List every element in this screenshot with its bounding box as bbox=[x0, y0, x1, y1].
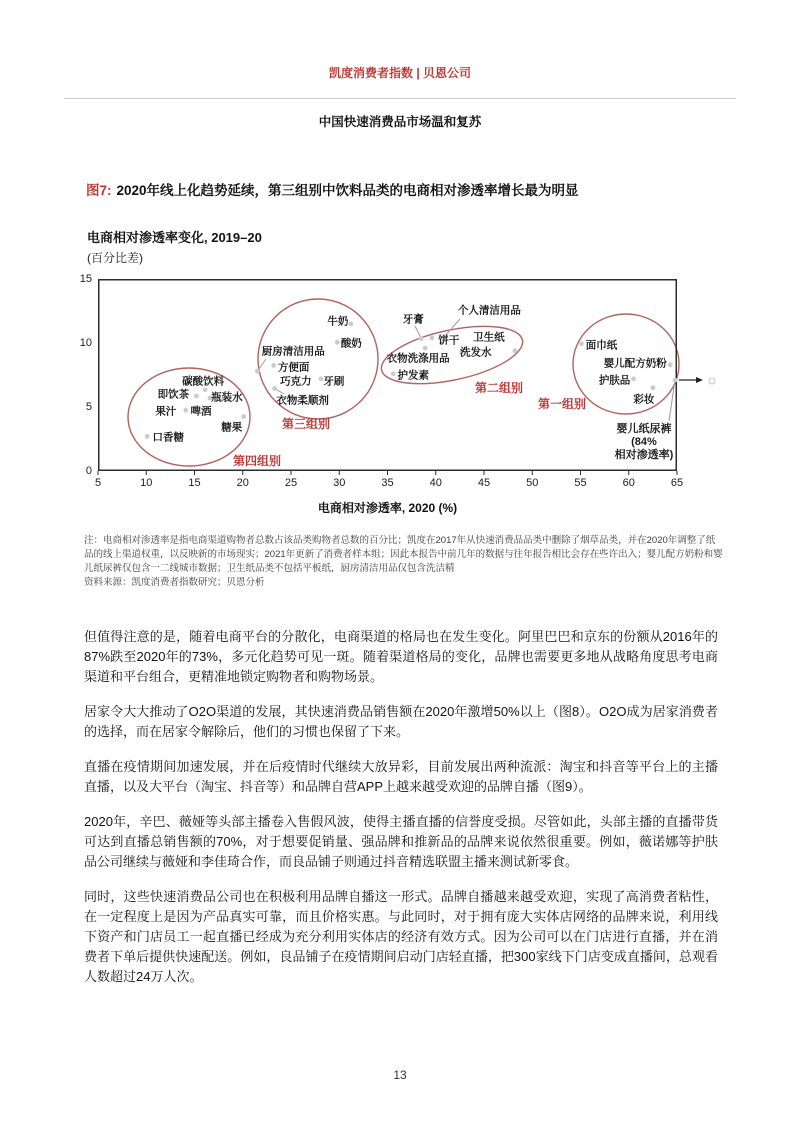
chart-heading bbox=[87, 227, 262, 266]
data-point-label: 饼干 bbox=[438, 334, 460, 347]
figure-title bbox=[86, 179, 726, 199]
data-point bbox=[194, 394, 199, 399]
group-label: 第四组别 bbox=[233, 454, 282, 468]
data-point-label: 糖果 bbox=[221, 421, 243, 434]
chart-notes bbox=[84, 534, 724, 590]
x-tick-label: 45 bbox=[477, 477, 491, 489]
scatter-plot-area bbox=[79, 273, 684, 489]
y-tick-label: 10 bbox=[79, 337, 92, 349]
data-point bbox=[335, 340, 340, 345]
data-point-label: 即饮茶 bbox=[157, 388, 190, 401]
data-point-label: 婴儿配方奶粉 bbox=[603, 357, 667, 370]
y-tick-label: 15 bbox=[79, 273, 92, 285]
chart-subtitle: (百分比差) bbox=[87, 251, 143, 265]
data-point bbox=[668, 362, 673, 367]
page-number: 13 bbox=[393, 1068, 407, 1082]
data-point-label: 瓶装水 bbox=[211, 391, 243, 404]
data-point bbox=[429, 335, 434, 340]
data-point bbox=[650, 385, 655, 390]
data-point bbox=[391, 371, 396, 376]
data-point-label: 衣物洗涤用品 bbox=[386, 352, 450, 365]
header-divider bbox=[64, 98, 736, 99]
body-text bbox=[84, 627, 718, 1002]
paragraph: 同时，这些快速消费品公司也在积极利用品牌自播这一形式。品牌自播越来越受欢迎，实现了高消费者粘性，在一定程度上是因为产品真实可靠，而且价格实惠。与此同时，对于拥有庞大实体店网络的品牌来说，利用线下资产和门店员工一起直播已经成为充分利用实体店的经济有效方式。因为公司可以在门店进行直播，并在消费者下单后提供快速配送。例如，良品铺子在疫情期间启动门店轻直播，把300家线下门店变成直播间，总观看人数超过24万人次。 bbox=[84, 889, 718, 984]
data-point-label: 彩妆 bbox=[633, 393, 655, 406]
report-section-title: 中国快速消费品市场温和复苏 bbox=[318, 115, 482, 129]
x-tick-label: 10 bbox=[140, 477, 153, 489]
x-tick-label: 5 bbox=[94, 477, 102, 489]
overflow-arrow-head bbox=[696, 377, 703, 383]
data-point-label: 个人清洁用品 bbox=[457, 304, 521, 317]
leader-line bbox=[669, 380, 675, 421]
paragraph: 但值得注意的是，随着电商平台的分散化，电商渠道的格局也在发生变化。阿里巴巴和京东的份额从2016年的87%跌至2020年的73%，多元化趋势可见一斑。随着渠道格局的变化，品牌也需要更多地从战略角度思考电商渠道和平台组合，更精准地锁定购物者和购物场景。 bbox=[84, 629, 718, 684]
paragraph: 2020年，辛巴、薇娅等头部主播卷入售假风波，使得主播直播的信誉度受损。尽管如此，头部主播的直播带货可达到直播总销售额的70%，对于想要促销量、强品牌和推新品的品牌来说依然很重要。例如，薇诺娜等护肤品公司继续与薇娅和李佳琦合作，而良品铺子则通过抖音精选联盟主播来测试新零食。 bbox=[84, 814, 718, 869]
chart-title: 电商相对渗透率变化, 2019–20 bbox=[87, 230, 262, 245]
annotation-line: 婴儿纸尿裤 bbox=[616, 423, 672, 435]
note-text: 注：电商相对渗透率是指电商渠道购物者总数占该品类购物者总数的百分比；凯度在2017年从快速消费品品类中删除了烟草品类，并在2020年调整了纸品的线上渠道权重，以反映新的市场现实；2021年更新了消费者样本组；因此本报告中前几年的数据与往年报告相比会存在些许出入；婴儿配方奶粉和婴儿纸尿裤仅包含一二线城市数据；卫生纸品类不包括平板纸，厨房清洁用品仅包含洗洁精 bbox=[84, 535, 723, 574]
group-label: 第一组别 bbox=[538, 397, 587, 411]
data-point-label: 护发素 bbox=[397, 369, 430, 382]
x-axis-title: 电商相对渗透率, 2020 (%) bbox=[317, 501, 458, 515]
data-point bbox=[272, 386, 277, 391]
data-point-label: 厨房清洁用品 bbox=[261, 345, 325, 358]
data-point bbox=[631, 376, 636, 381]
data-point-label: 方便面 bbox=[277, 361, 310, 374]
figure-number: 图7: bbox=[86, 183, 112, 198]
data-point bbox=[183, 408, 188, 413]
data-point-label: 牙刷 bbox=[323, 375, 345, 388]
x-tick-label: 15 bbox=[188, 477, 201, 489]
annotation-line: (84% bbox=[631, 436, 657, 448]
data-point-label: 面巾纸 bbox=[585, 339, 618, 352]
data-point-label: 洗发水 bbox=[460, 346, 492, 359]
data-point bbox=[419, 336, 424, 341]
data-point bbox=[145, 434, 150, 439]
paragraph: 居家令大大推动了O2O渠道的发展，其快速消费品销售额在2020年激增50%以上（图8）。O2O成为居家消费者的选择，而在居家令解除后，他们的习惯也保留了下来。 bbox=[84, 704, 718, 739]
x-tick-label: 35 bbox=[381, 477, 394, 489]
x-tick-label: 25 bbox=[284, 477, 298, 489]
figure-title-text: 2020年线上化趋势延续，第三组别中饮料品类的电商相对渗透率增长最为明显 bbox=[116, 183, 579, 198]
data-point bbox=[348, 321, 353, 326]
x-tick-label: 50 bbox=[526, 477, 539, 489]
data-point bbox=[579, 341, 584, 346]
annotation-label bbox=[615, 423, 674, 462]
data-point-label: 碳酸饮料 bbox=[182, 375, 225, 388]
data-point-label: 牙膏 bbox=[402, 313, 424, 326]
source-text: 资料来源：凯度消费者指数研究；贝恩分析 bbox=[84, 577, 265, 588]
x-tick-label: 65 bbox=[670, 477, 684, 489]
x-tick-label: 55 bbox=[574, 477, 587, 489]
outside-data-point bbox=[709, 378, 715, 384]
data-point-label: 果汁 bbox=[155, 405, 177, 418]
data-point-label: 酸奶 bbox=[340, 337, 362, 350]
data-point bbox=[512, 348, 517, 353]
y-tick-label: 0 bbox=[85, 465, 92, 477]
group-label: 第二组别 bbox=[475, 381, 524, 395]
header-brand: 凯度消费者指数 | 贝恩公司 bbox=[328, 66, 472, 80]
data-point-label: 护肤品 bbox=[598, 374, 631, 387]
data-point-label: 啤酒 bbox=[190, 405, 212, 418]
data-point bbox=[673, 378, 678, 383]
group-label: 第三组别 bbox=[282, 417, 331, 431]
data-point-label: 巧克力 bbox=[280, 375, 312, 387]
data-point bbox=[255, 369, 260, 374]
annotation-line: 相对渗透率) bbox=[614, 449, 674, 461]
data-point-label: 衣物柔顺剂 bbox=[276, 394, 329, 407]
x-tick-label: 20 bbox=[236, 477, 249, 489]
x-tick-label: 60 bbox=[622, 477, 635, 489]
x-tick-label: 40 bbox=[429, 477, 442, 489]
data-point bbox=[271, 363, 276, 368]
data-point-label: 口香糖 bbox=[152, 431, 184, 444]
x-tick-label: 30 bbox=[333, 477, 346, 489]
data-point-label: 卫生纸 bbox=[473, 331, 505, 344]
data-point-label: 牛奶 bbox=[327, 315, 349, 328]
y-tick-label: 5 bbox=[85, 401, 92, 413]
paragraph: 直播在疫情期间加速发展，并在后疫情时代继续大放异彩，目前发展出两种流派：淘宝和抖音等平台上的主播直播，以及大平台（淘宝、抖音等）和品牌自营APP上越来越受欢迎的品牌自播（图9）。 bbox=[84, 759, 718, 794]
